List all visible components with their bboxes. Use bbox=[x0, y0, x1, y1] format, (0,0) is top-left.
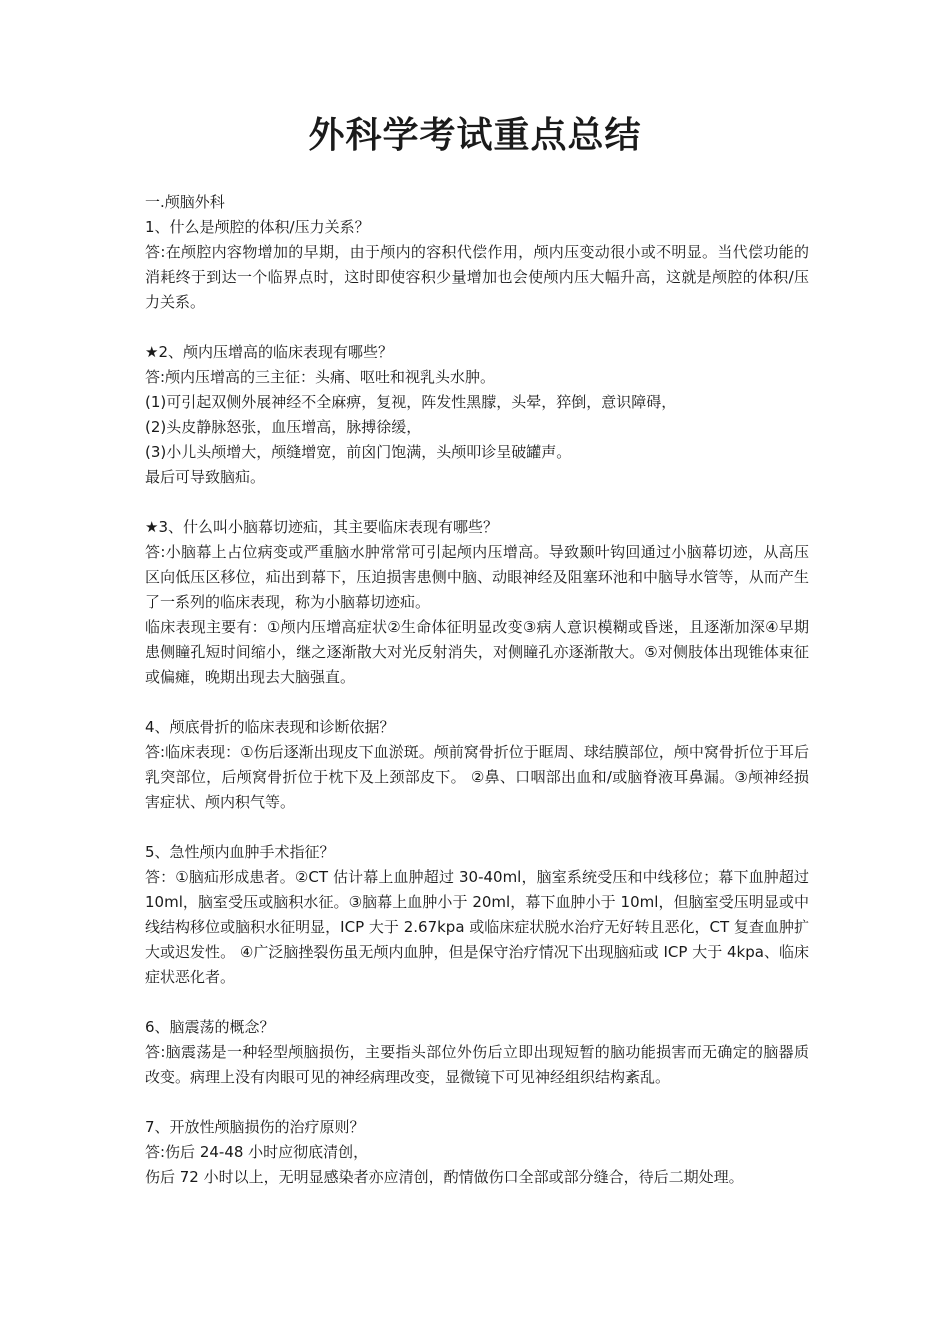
question-4: 4、颅底骨折的临床表现和诊断依据？ bbox=[145, 718, 395, 736]
question-1: 1、什么是颅腔的体积/压力关系？ bbox=[145, 218, 370, 236]
answer-3-line-2: 临床表现主要有：①颅内压增高症状②生命体征明显改变③病人意识模糊或昏迷，且逐渐加深④早期患侧瞳孔短时间缩小，继之逐渐散大对光反射消失，对侧瞳孔亦逐渐散大。⑤对侧肢体出现锥体束征或偏瘫，晚期出现去大脑强直。 bbox=[145, 618, 809, 686]
question-2: ★2、颅内压增高的临床表现有哪些？ bbox=[145, 343, 393, 361]
answer-6-line-1: 答:脑震荡是一种轻型颅脑损伤，主要指头部位外伤后立即出现短暂的脑功能损害而无确定的脑器质改变。病理上没有肉眼可见的神经病理改变，显微镜下可见神经组织结构紊乱。 bbox=[145, 1043, 809, 1086]
qa-item-1 bbox=[145, 215, 809, 315]
qa-item-6 bbox=[145, 1015, 809, 1090]
qa-item-2 bbox=[145, 340, 809, 490]
answer-1-line-1: 答:在颅腔内容物增加的早期，由于颅内的容积代偿作用，颅内压变动很小或不明显。当代偿功能的消耗终于到达一个临界点时，这时即使容积少量增加也会使颅内压大幅升高，这就是颅腔的体积/压力关系。 bbox=[145, 243, 809, 311]
question-7: 7、开放性颅脑损伤的治疗原则？ bbox=[145, 1118, 365, 1136]
answer-5-line-1: 答：①脑疝形成患者。②CT 估计幕上血肿超过 30-40ml，脑室系统受压和中线移位；幕下血肿超过 10ml，脑室受压或脑积水征。③脑幕上血肿小于 20ml，幕下血肿小于 10ml，但脑室受压明显或中线结构移位或脑积水征明显，ICP 大于 2.67kpa 或临床症状脱水治疗无好转且恶化，CT 复查血肿扩大或迟发性。 ④广泛脑挫裂伤虽无颅内血肿，但是保守治疗情况下出现脑疝或 ICP 大于 4kpa、临床症状恶化者。 bbox=[145, 868, 809, 986]
answer-2-line-1: 答:颅内压增高的三主征：头痛、呕吐和视乳头水肿。 bbox=[145, 368, 496, 386]
qa-item-7 bbox=[145, 1115, 809, 1190]
answer-2-line-5: 最后可导致脑疝。 bbox=[145, 468, 266, 486]
answer-7-line-1: 答:伤后 24-48 小时应彻底清创， bbox=[145, 1143, 369, 1161]
question-3: ★3、什么叫小脑幕切迹疝，其主要临床表现有哪些？ bbox=[145, 518, 498, 536]
section-heading: 一.颅脑外科 bbox=[145, 193, 225, 211]
qa-item-4 bbox=[145, 715, 809, 815]
qa-item-3 bbox=[145, 515, 809, 690]
answer-2-line-4: (3)小儿头颅增大，颅缝增宽，前囟门饱满，头颅叩诊呈破罐声。 bbox=[145, 443, 572, 461]
question-5: 5、急性颅内血肿手术指征？ bbox=[145, 843, 335, 861]
document-body bbox=[145, 190, 809, 1190]
question-6: 6、脑震荡的概念？ bbox=[145, 1018, 275, 1036]
answer-2-line-3: (2)头皮静脉怒张，血压增高，脉搏徐缓， bbox=[145, 418, 422, 436]
answer-7-line-2: 伤后 72 小时以上，无明显感染者亦应清创，酌情做伤口全部或部分缝合，待后二期处理。 bbox=[145, 1168, 744, 1186]
document-title: 外科学考试重点总结 bbox=[308, 115, 642, 156]
answer-2-line-2: (1)可引起双侧外展神经不全麻痹，复视，阵发性黑朦，头晕，猝倒，意识障碍， bbox=[145, 393, 677, 411]
answer-3-line-1: 答:小脑幕上占位病变或严重脑水肿常常可引起颅内压增高。导致颞叶钩回通过小脑幕切迹，从高压区向低压区移位，疝出到幕下，压迫损害患侧中脑、动眼神经及阻塞环池和中脑导水管等，从而产生了一系列的临床表现，称为小脑幕切迹疝。 bbox=[145, 543, 809, 611]
answer-4-line-1: 答:临床表现：①伤后逐渐出现皮下血淤斑。颅前窝骨折位于眶周、球结膜部位，颅中窝骨折位于耳后乳突部位，后颅窝骨折位于枕下及上颈部皮下。 ②鼻、口咽部出血和/或脑脊液耳鼻漏。③颅神经损害症状、颅内积气等。 bbox=[145, 743, 809, 811]
qa-item-5 bbox=[145, 840, 809, 990]
